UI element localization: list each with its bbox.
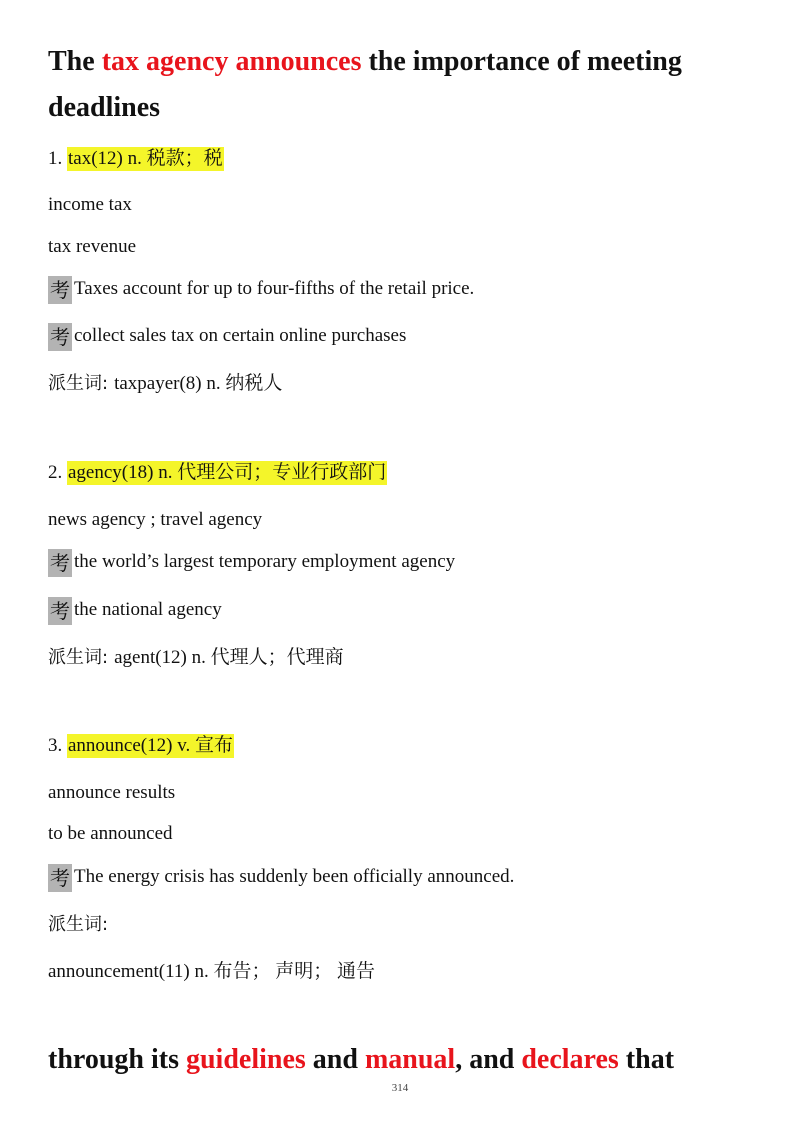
entry-3-derivative: announcement(11) n. 布告； 声明； 通告 xyxy=(48,961,375,982)
entry-2-example: news agency ; travel agency xyxy=(48,509,263,530)
entry-2-headword: 2. agency(18) n. 代理公司；专业行政部门 xyxy=(48,462,387,483)
entry-3-derivative-label: 派生词: xyxy=(48,914,109,935)
entry-1-example: tax revenue xyxy=(48,236,137,257)
kao-marker: 考 xyxy=(50,551,70,575)
page-number: 314 xyxy=(391,1082,409,1094)
kao-marker: 考 xyxy=(50,325,70,349)
entry-3-kao-line: 考 The energy crisis has suddenly been officially announced. xyxy=(50,866,515,890)
entry-3-example: to be announced xyxy=(48,823,173,844)
entry-2-headword-highlight: agency(18) n. 代理公司；专业行政部门 xyxy=(68,462,387,483)
entry-3-headword-highlight: announce(12) v. 宣布 xyxy=(68,735,233,756)
title-text: the importance of meeting xyxy=(361,46,682,77)
entry-2-derivative: 派生词: agent(12) n. 代理人；代理商 xyxy=(48,647,344,668)
entry-1-derivative: 派生词: taxpayer(8) n. 纳税人 xyxy=(48,373,283,394)
entry-3-example: announce results xyxy=(48,782,176,803)
entry-1-kao-line: 考 Taxes account for up to four-fifths of the retail price. xyxy=(50,278,475,302)
kao-marker: 考 xyxy=(50,599,70,623)
entry-1-headword-highlight: tax(12) n. 税款；税 xyxy=(68,148,223,169)
entry-3-headword: 3. announce(12) v. 宣布 xyxy=(48,735,233,756)
title-highlight-phrase: tax agency announces xyxy=(101,46,362,77)
entry-1-kao-line: 考 collect sales tax on certain online purchases xyxy=(50,325,407,349)
kao-marker: 考 xyxy=(50,866,70,890)
title-text: deadlines xyxy=(48,92,161,123)
entry-1-headword: 1. tax(12) n. 税款；税 xyxy=(48,148,223,169)
kao-marker: 考 xyxy=(50,278,70,302)
entry-2-kao-line: 考 the world’s largest temporary employment agency xyxy=(50,551,456,575)
title-text: The xyxy=(48,46,102,77)
title-line-1 xyxy=(48,46,768,78)
entry-1-example: income tax xyxy=(48,194,132,215)
entry-2-kao-line: 考 the national agency xyxy=(50,599,222,623)
bottom-heading: through its guidelines and manual, and declares that xyxy=(48,1044,675,1075)
title-line-2 xyxy=(48,92,768,124)
